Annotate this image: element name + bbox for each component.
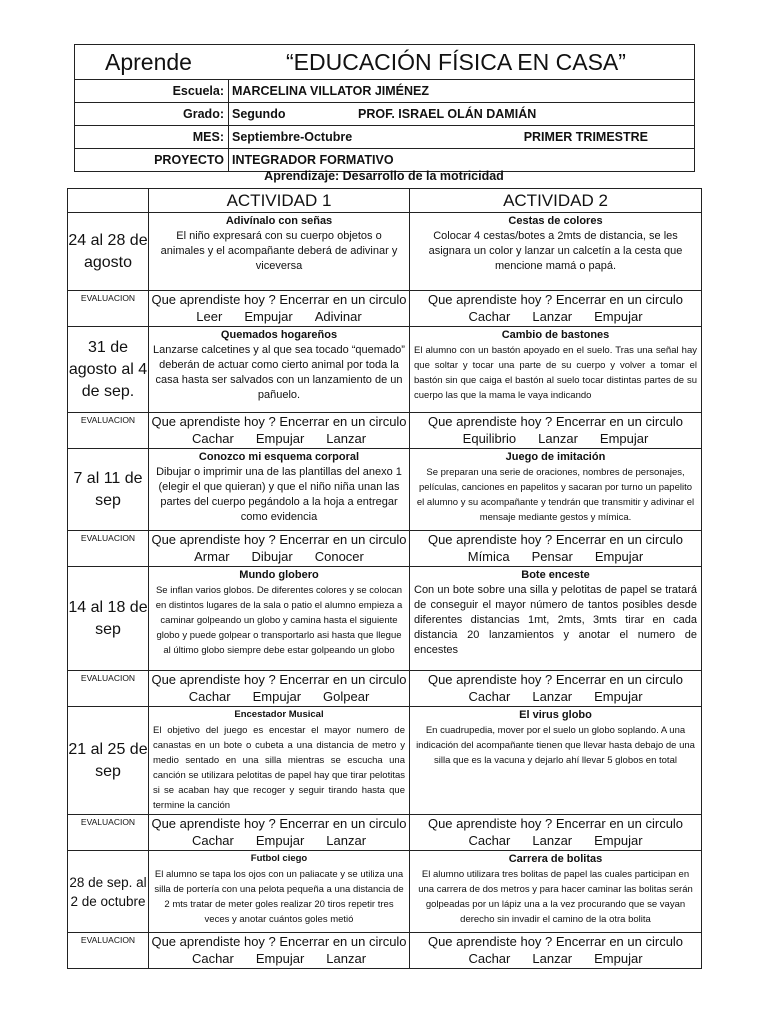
header-table bbox=[74, 44, 695, 172]
escuela-label: Escuela: bbox=[75, 80, 229, 103]
evaluation-option[interactable]: Armar bbox=[194, 549, 230, 564]
week-date: 28 de sep. al 2 de octubre bbox=[68, 851, 149, 933]
grado-cell bbox=[229, 103, 695, 126]
evaluation-option[interactable]: Cachar bbox=[191, 833, 234, 848]
evaluation-option[interactable]: Empujar bbox=[594, 309, 643, 324]
week-date: 7 al 11 de sep bbox=[68, 449, 149, 531]
evaluation-option[interactable]: Empujar bbox=[255, 431, 305, 446]
activity-title: Juego de imitación bbox=[505, 451, 606, 463]
evaluation-question: Que aprendiste hoy ? Encerrar en un circulo bbox=[151, 532, 407, 547]
evaluation-row bbox=[68, 671, 702, 707]
activity2-cell bbox=[410, 851, 702, 933]
activity-description: El niño expresará con su cuerpo objetos o animales y el acompañante deberá de adivinar y viceversa bbox=[160, 230, 398, 272]
evaluation2-cell bbox=[410, 531, 702, 567]
activity2-cell bbox=[410, 449, 702, 531]
evaluation-option[interactable]: Adivinar bbox=[314, 309, 362, 324]
evaluation-option[interactable]: Cachar bbox=[468, 309, 511, 324]
evaluation-row bbox=[68, 815, 702, 851]
aprendizaje-heading: Aprendizaje: Desarrollo de la motricidad bbox=[264, 169, 504, 183]
evaluation-question: Que aprendiste hoy ? Encerrar en un circulo bbox=[151, 816, 407, 831]
activity-title: Conozco mi esquema corporal bbox=[198, 451, 360, 463]
evaluation-option[interactable]: Golpear bbox=[323, 689, 370, 704]
evaluation-option[interactable]: Conocer bbox=[314, 549, 364, 564]
evaluation-question: Que aprendiste hoy ? Encerrar en un circulo bbox=[427, 934, 684, 949]
activity-title: Quemados hogareños bbox=[220, 329, 338, 341]
evaluation1-cell bbox=[149, 815, 410, 851]
evaluation-option[interactable]: Lanzar bbox=[326, 431, 367, 446]
evaluation-option[interactable]: Cachar bbox=[468, 689, 511, 704]
evaluation-option[interactable]: Mímica bbox=[467, 549, 510, 564]
evaluation-option[interactable]: Empujar bbox=[255, 951, 305, 966]
activity1-cell bbox=[149, 567, 410, 671]
evaluation2-cell bbox=[410, 291, 702, 327]
mes-label: MES: bbox=[75, 126, 229, 149]
proyecto-value: INTEGRADOR FORMATIVO bbox=[229, 149, 695, 172]
mes-cell bbox=[229, 126, 695, 149]
week-row bbox=[68, 851, 702, 933]
trimestre-label: PRIMER TRIMESTRE bbox=[523, 130, 648, 144]
evaluation-question: Que aprendiste hoy ? Encerrar en un circulo bbox=[427, 532, 684, 547]
evaluation-option[interactable]: Empujar bbox=[594, 833, 643, 848]
activity1-cell bbox=[149, 851, 410, 933]
escuela-value: MARCELINA VILLATOR JIMÉNEZ bbox=[229, 80, 695, 103]
week-row bbox=[68, 449, 702, 531]
activity2-header: ACTIVIDAD 2 bbox=[410, 189, 702, 213]
evaluation-label: EVALUACION bbox=[68, 671, 149, 707]
activity1-cell bbox=[149, 449, 410, 531]
evaluation-option[interactable]: Empujar bbox=[594, 549, 644, 564]
evaluation-option[interactable]: Cachar bbox=[191, 431, 234, 446]
evaluation-label: EVALUACION bbox=[68, 531, 149, 567]
evaluation-option[interactable]: Lanzar bbox=[532, 833, 573, 848]
evaluation-label: EVALUACION bbox=[68, 291, 149, 327]
evaluation-row bbox=[68, 291, 702, 327]
evaluation-row bbox=[68, 531, 702, 567]
evaluation-option[interactable]: Lanzar bbox=[326, 833, 367, 848]
week-row bbox=[68, 213, 702, 291]
week-date: 31 de agosto al 4 de sep. bbox=[68, 327, 149, 413]
activity-description: Se inflan varios globos. De diferentes colores y se colocan en distintos lugares de la sala o patio el alumno empieza a caminar golpeando un globo y camina hasta el siguiente globo y puede golpear o transportarlo asi hasta que llegue al último globo siempre debe estar golpeando un globo bbox=[155, 585, 403, 656]
evaluation2-cell bbox=[410, 671, 702, 707]
evaluation-label: EVALUACION bbox=[68, 815, 149, 851]
corner-cell bbox=[68, 189, 149, 213]
evaluation-option[interactable]: Lanzar bbox=[532, 951, 573, 966]
evaluation-option[interactable]: Cachar bbox=[191, 951, 234, 966]
activity-title: Mundo globero bbox=[239, 569, 319, 581]
evaluation-question: Que aprendiste hoy ? Encerrar en un circulo bbox=[151, 934, 407, 949]
evaluation-question: Que aprendiste hoy ? Encerrar en un circulo bbox=[427, 292, 684, 307]
activity1-cell bbox=[149, 707, 410, 815]
week-date: 14 al 18 de sep bbox=[68, 567, 149, 671]
activities-table bbox=[67, 188, 702, 969]
week-row bbox=[68, 327, 702, 413]
evaluation-row bbox=[68, 413, 702, 449]
document-title: “EDUCACIÓN FÍSICA EN CASA” bbox=[286, 48, 626, 75]
evaluation1-cell bbox=[149, 671, 410, 707]
evaluation1-cell bbox=[149, 933, 410, 969]
evaluation-option[interactable]: Dibujar bbox=[251, 549, 293, 564]
activity-description: Lanzarse calcetines y al que sea tocado “quemado” deberán de actuar como cierto animal por toda la casa hasta ser salvados con un lanzamiento de un pañuelo. bbox=[153, 344, 405, 401]
evaluation-option[interactable]: Lanzar bbox=[532, 689, 573, 704]
evaluation-option[interactable]: Empujar bbox=[244, 309, 293, 324]
activity-description: En cuadrupedia, mover por el suelo un globo soplando. A una indicación del acompañante tienen que llevar hasta debajo de una silla que es la vacuna y dejarlo ahí llevar 5 globos en total bbox=[416, 725, 695, 766]
activity2-cell bbox=[410, 213, 702, 291]
evaluation2-cell bbox=[410, 815, 702, 851]
mes-value: Septiembre-Octubre bbox=[232, 130, 353, 144]
evaluation-option[interactable]: Equilibrio bbox=[462, 431, 517, 446]
activity-description: Dibujar o imprimir una de las plantillas del anexo 1 (elegir el que quieran) y que el niño niña unan las partes del cuerpo pegándolo a la hoja a entregar como evidencia bbox=[156, 466, 402, 523]
proyecto-label: PROYECTO bbox=[75, 149, 229, 172]
evaluation-question: Que aprendiste hoy ? Encerrar en un circulo bbox=[151, 414, 407, 429]
evaluation-question: Que aprendiste hoy ? Encerrar en un circulo bbox=[151, 672, 407, 687]
evaluation-option[interactable]: Lanzar bbox=[532, 309, 573, 324]
evaluation2-cell bbox=[410, 933, 702, 969]
evaluation-option[interactable]: Empujar bbox=[599, 431, 649, 446]
evaluation-option[interactable]: Pensar bbox=[531, 549, 573, 564]
evaluation-option[interactable]: Empujar bbox=[594, 689, 643, 704]
activity2-cell bbox=[410, 567, 702, 671]
evaluation-label: EVALUACION bbox=[68, 413, 149, 449]
activity2-cell bbox=[410, 327, 702, 413]
activity-description: El objetivo del juego es encestar el mayor numero de canastas en un bote o cubeta a una distancia de metro y medio sentado en una silla mientras se escucha una canción se utilizara pelotitas de papel hay que tirar pelotitas si se acaban hay que recoger y seguir tirando hasta que termine la canción bbox=[153, 725, 405, 811]
activity-title: Adivínalo con señas bbox=[225, 215, 333, 227]
aprende-label: Aprende bbox=[105, 48, 192, 75]
evaluation-question: Que aprendiste hoy ? Encerrar en un circulo bbox=[151, 292, 407, 307]
evaluation2-cell bbox=[410, 413, 702, 449]
week-row bbox=[68, 707, 702, 815]
activity-title: Cestas de colores bbox=[508, 215, 603, 227]
evaluation-option[interactable]: Cachar bbox=[468, 833, 511, 848]
activity-title: Encestador Musical bbox=[234, 709, 324, 720]
activity-title: El virus globo bbox=[519, 709, 592, 721]
activity-description: Se preparan una serie de oraciones, nombres de personajes, películas, canciones en papelitos y sacaran por turno un papelito el alumno y su acompañante y tendrán que transmitir y adivinar el mensaje mediante gestos y mímica. bbox=[416, 467, 695, 523]
evaluation1-cell bbox=[149, 291, 410, 327]
activity-title: Cambio de bastones bbox=[501, 329, 610, 341]
evaluation-option[interactable]: Cachar bbox=[188, 689, 231, 704]
activity-title: Futbol ciego bbox=[250, 853, 308, 864]
week-date: 21 al 25 de sep bbox=[68, 707, 149, 815]
activity-description: El alumno utilizara tres bolitas de papel las cuales participan en una carrera de dos metros y para hacer caminar las bolitas serán golpeadas por un lápiz una a la vez procurando que se vayan derecho sin invadir el camino de la otra bolita bbox=[418, 869, 693, 925]
evaluation-row bbox=[68, 933, 702, 969]
evaluation-question: Que aprendiste hoy ? Encerrar en un circulo bbox=[427, 816, 684, 831]
evaluation-option[interactable]: Empujar bbox=[252, 689, 302, 704]
evaluation-option[interactable]: Cachar bbox=[468, 951, 511, 966]
grado-label: Grado: bbox=[75, 103, 229, 126]
profesor-name: PROF. ISRAEL OLÁN DAMIÁN bbox=[358, 107, 537, 121]
evaluation-option[interactable]: Leer bbox=[196, 309, 223, 324]
evaluation-option[interactable]: Empujar bbox=[255, 833, 305, 848]
activity2-cell bbox=[410, 707, 702, 815]
evaluation-option[interactable]: Lanzar bbox=[538, 431, 578, 446]
activity-description: El alumno se tapa los ojos con un paliacate y se utiliza una silla de portería con una pelota pequeña a una distancia de 2 mts tratar de meter goles realizar 20 tiros repetir tres veces y anotar cuántos goles metió bbox=[154, 869, 404, 925]
evaluation-option[interactable]: Empujar bbox=[594, 951, 643, 966]
activity-title: Carrera de bolitas bbox=[508, 853, 603, 865]
activity-description: Colocar 4 cestas/botes a 2mts de distancia, se les asignara un color y lanzar un calcetín a la cesta que mencione mamá o papá. bbox=[428, 230, 683, 272]
evaluation-question: Que aprendiste hoy ? Encerrar en un circulo bbox=[427, 414, 684, 429]
activity-description: El alumno con un bastón apoyado en el suelo. Tras una señal hay que soltar y tocar una parte de su cuerpo y volver a tomar el bastón sin que caiga el bastón al suelo tocar distintas partes de su cuerpo las que la mama le vaya indicando bbox=[414, 345, 697, 401]
activity-description: Con un bote sobre una silla y pelotitas de papel se tratará de conseguir el mayor número de tantos posibles desde diferentes distancias 1mt, 2mts, 3mts tirar en cada distancia 20 lanzamientos y anotar el numero de encestes bbox=[414, 584, 697, 656]
week-date: 24 al 28 de agosto bbox=[68, 213, 149, 291]
activity1-cell bbox=[149, 327, 410, 413]
activity1-cell bbox=[149, 213, 410, 291]
evaluation1-cell bbox=[149, 413, 410, 449]
evaluation-option[interactable]: Lanzar bbox=[326, 951, 367, 966]
evaluation-question: Que aprendiste hoy ? Encerrar en un circulo bbox=[427, 672, 684, 687]
grado-value: Segundo bbox=[232, 107, 286, 121]
evaluation-label: EVALUACION bbox=[68, 933, 149, 969]
week-row bbox=[68, 567, 702, 671]
evaluation1-cell bbox=[149, 531, 410, 567]
activity1-header: ACTIVIDAD 1 bbox=[149, 189, 410, 213]
title-cell bbox=[75, 45, 695, 80]
activity-title: Bote enceste bbox=[521, 569, 590, 581]
